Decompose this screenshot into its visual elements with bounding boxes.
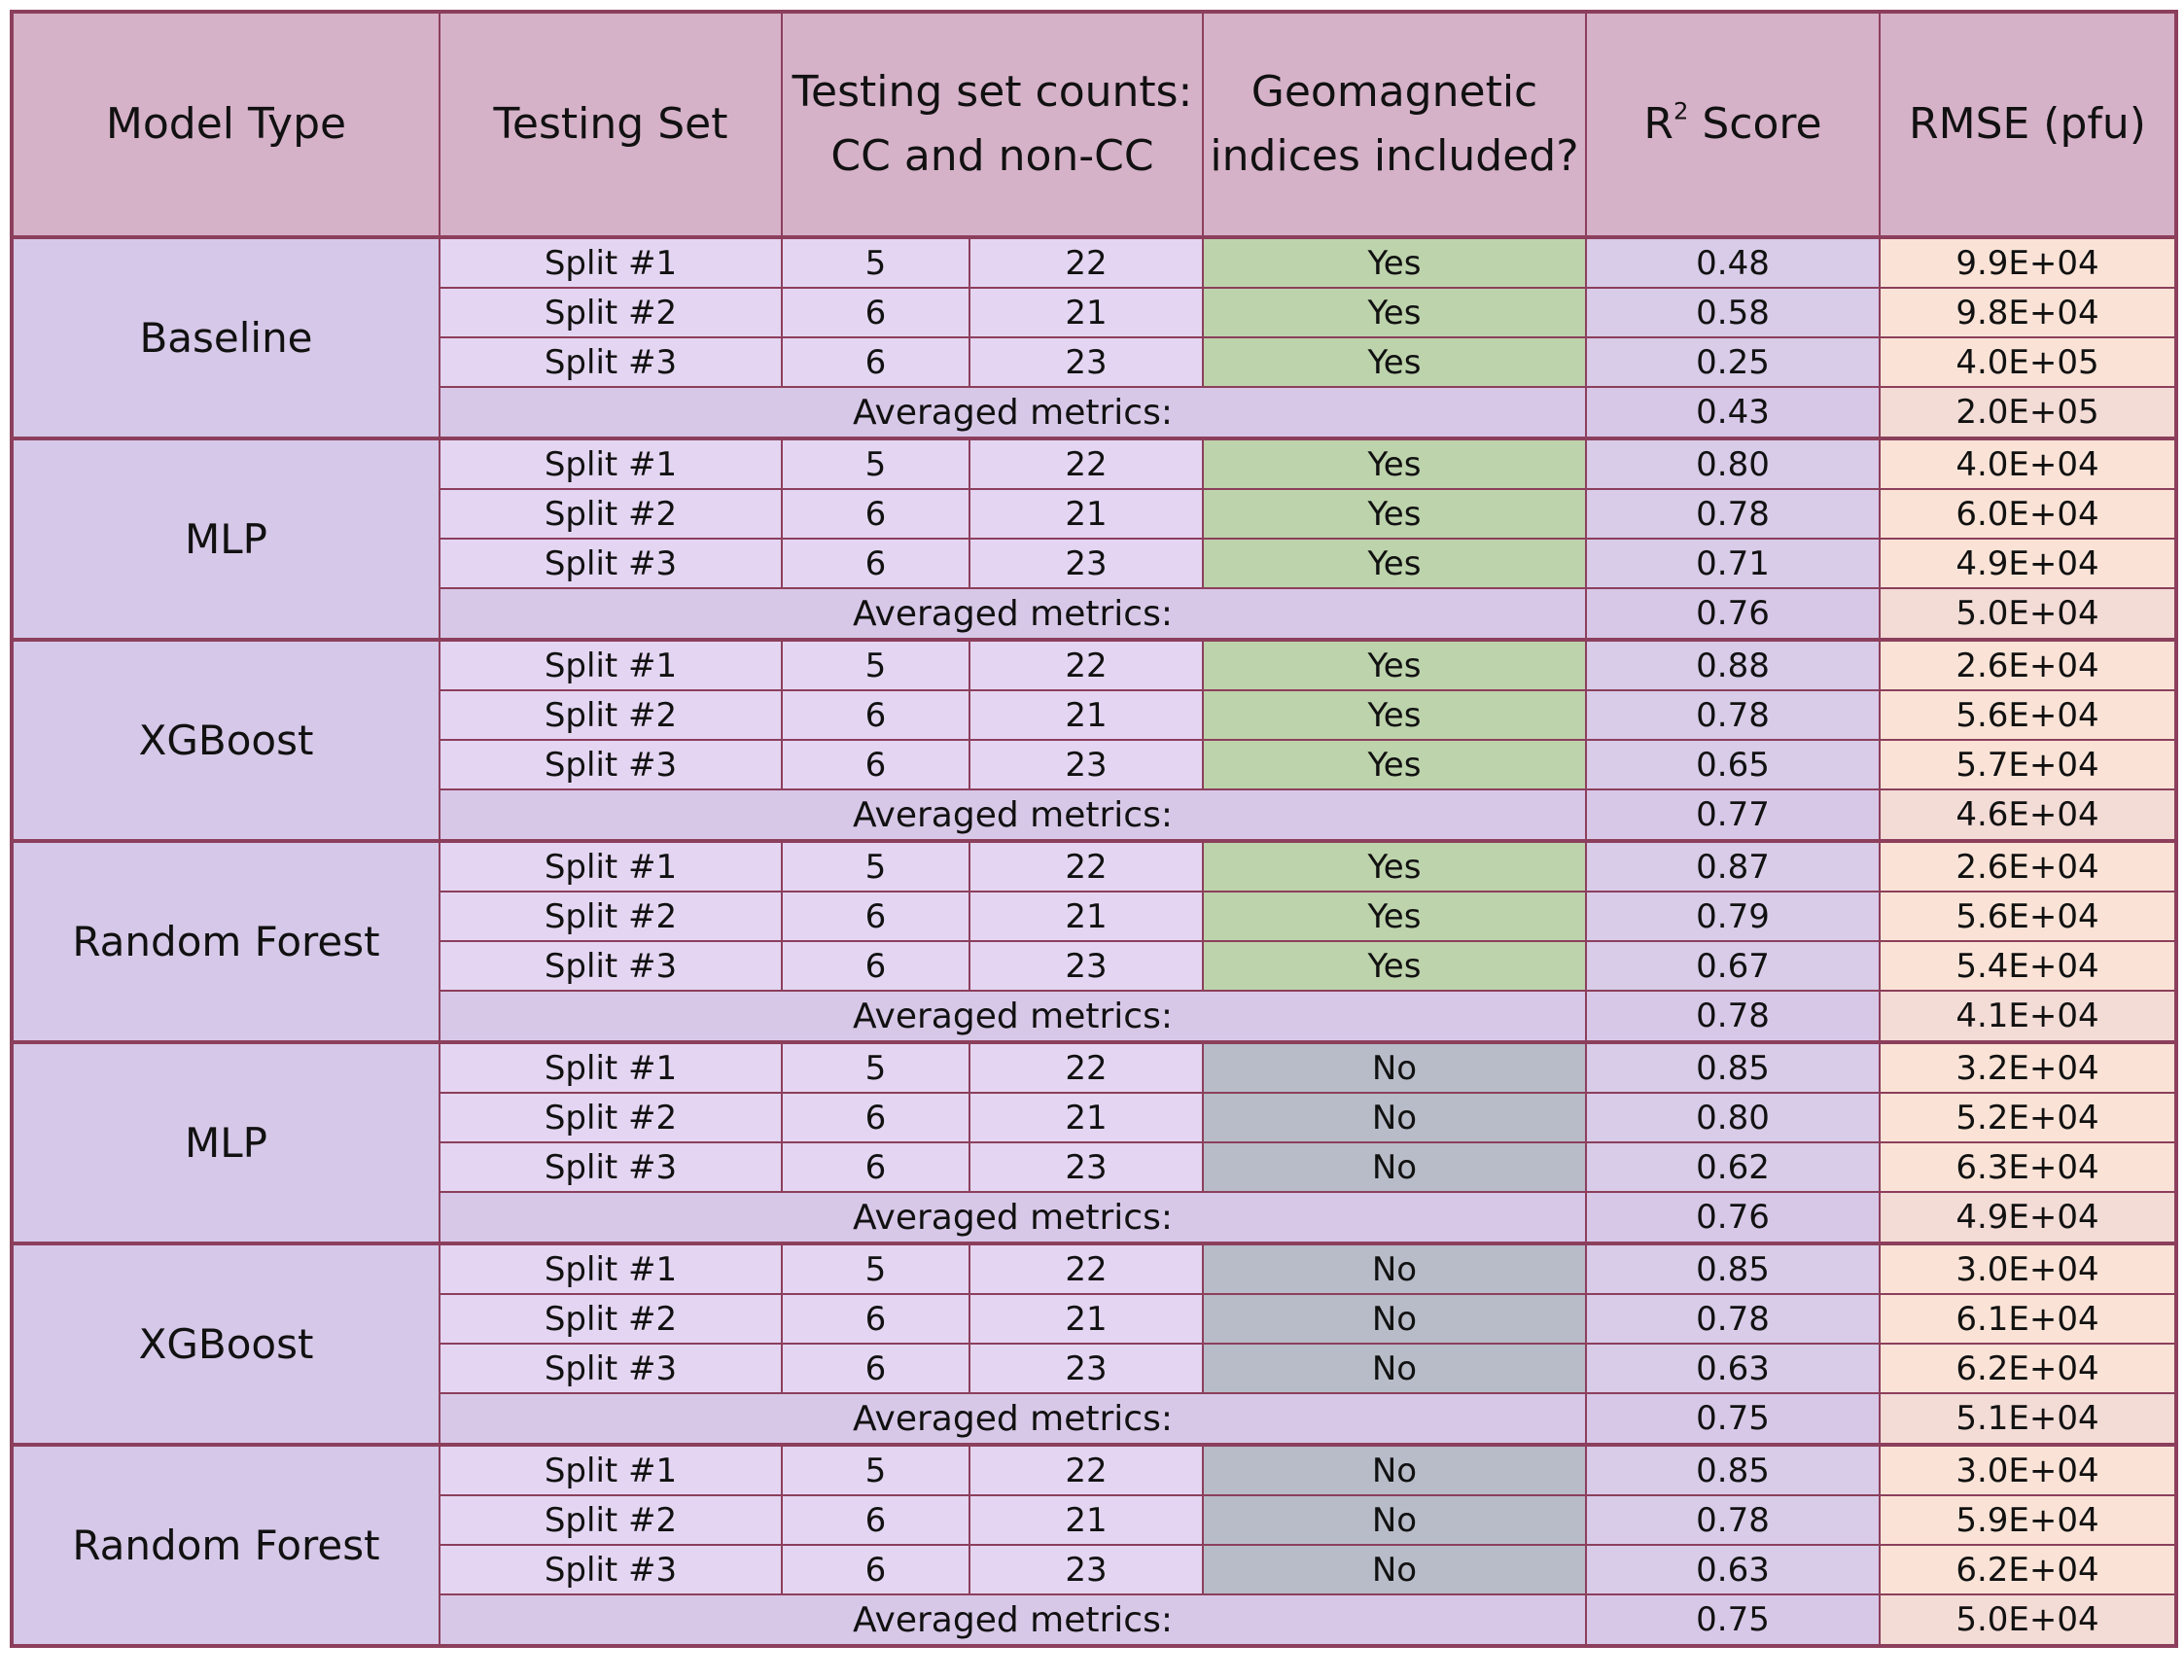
non-cc-count-cell: 21 bbox=[969, 1294, 1203, 1344]
testing-set-cell: Split #3 bbox=[440, 1344, 782, 1393]
model-group bbox=[12, 1042, 2176, 1243]
r2-score-cell: 0.63 bbox=[1586, 1344, 1880, 1393]
r2-superscript: 2 bbox=[1673, 97, 1689, 125]
testing-set-cell: Split #2 bbox=[440, 1294, 782, 1344]
non-cc-count-cell: 21 bbox=[969, 489, 1203, 539]
geomagnetic-cell: Yes bbox=[1203, 237, 1586, 288]
rmse-cell: 4.0E+05 bbox=[1880, 337, 2176, 387]
rmse-cell: 5.7E+04 bbox=[1880, 740, 2176, 789]
cc-count-cell: 5 bbox=[782, 1243, 969, 1294]
testing-set-cell: Split #2 bbox=[440, 690, 782, 740]
cc-count-cell: 6 bbox=[782, 288, 969, 337]
testing-set-cell: Split #3 bbox=[440, 740, 782, 789]
non-cc-count-cell: 23 bbox=[969, 941, 1203, 991]
r2-score-cell: 0.80 bbox=[1586, 438, 1880, 489]
averaged-rmse-cell: 4.9E+04 bbox=[1880, 1192, 2176, 1243]
r2-rest: Score bbox=[1688, 99, 1822, 149]
r2-score-cell: 0.78 bbox=[1586, 1294, 1880, 1344]
r2-score-cell: 0.67 bbox=[1586, 941, 1880, 991]
averaged-metrics-label: Averaged metrics: bbox=[440, 1594, 1586, 1646]
geomagnetic-cell: Yes bbox=[1203, 841, 1586, 892]
averaged-rmse-cell: 2.0E+05 bbox=[1880, 387, 2176, 438]
testing-set-cell: Split #3 bbox=[440, 941, 782, 991]
rmse-cell: 3.0E+04 bbox=[1880, 1445, 2176, 1495]
r2-score-cell: 0.79 bbox=[1586, 892, 1880, 941]
header-testing-set: Testing Set bbox=[440, 12, 782, 237]
header-geomagnetic-indices: Geomagnetic indices included? bbox=[1203, 12, 1586, 237]
averaged-rmse-cell: 5.1E+04 bbox=[1880, 1393, 2176, 1445]
non-cc-count-cell: 21 bbox=[969, 892, 1203, 941]
cc-count-cell: 6 bbox=[782, 1344, 969, 1393]
geomagnetic-cell: Yes bbox=[1203, 337, 1586, 387]
rmse-cell: 6.1E+04 bbox=[1880, 1294, 2176, 1344]
header-testing-set-counts: Testing set counts: CC and non-CC bbox=[782, 12, 1203, 237]
cc-count-cell: 6 bbox=[782, 1093, 969, 1142]
non-cc-count-cell: 21 bbox=[969, 1093, 1203, 1142]
model-type-cell: Baseline bbox=[12, 237, 440, 438]
averaged-metrics-label: Averaged metrics: bbox=[440, 588, 1586, 640]
testing-set-cell: Split #2 bbox=[440, 288, 782, 337]
non-cc-count-cell: 22 bbox=[969, 1243, 1203, 1294]
r2-score-cell: 0.80 bbox=[1586, 1093, 1880, 1142]
r2-score-cell: 0.65 bbox=[1586, 740, 1880, 789]
r2-score-cell: 0.85 bbox=[1586, 1243, 1880, 1294]
model-group bbox=[12, 1445, 2176, 1646]
non-cc-count-cell: 22 bbox=[969, 841, 1203, 892]
averaged-rmse-cell: 5.0E+04 bbox=[1880, 1594, 2176, 1646]
model-group bbox=[12, 841, 2176, 1042]
testing-set-cell: Split #1 bbox=[440, 438, 782, 489]
testing-set-cell: Split #2 bbox=[440, 489, 782, 539]
rmse-cell: 2.6E+04 bbox=[1880, 640, 2176, 690]
rmse-cell: 6.0E+04 bbox=[1880, 489, 2176, 539]
testing-set-cell: Split #1 bbox=[440, 1445, 782, 1495]
non-cc-count-cell: 21 bbox=[969, 288, 1203, 337]
model-type-cell: XGBoost bbox=[12, 1243, 440, 1445]
non-cc-count-cell: 23 bbox=[969, 1344, 1203, 1393]
r2-score-cell: 0.63 bbox=[1586, 1545, 1880, 1594]
rmse-cell: 6.3E+04 bbox=[1880, 1142, 2176, 1192]
averaged-r2-cell: 0.75 bbox=[1586, 1594, 1880, 1646]
geomagnetic-cell: No bbox=[1203, 1344, 1586, 1393]
non-cc-count-cell: 23 bbox=[969, 740, 1203, 789]
r2-score-cell: 0.62 bbox=[1586, 1142, 1880, 1192]
model-type-cell: XGBoost bbox=[12, 640, 440, 841]
geomagnetic-cell: Yes bbox=[1203, 640, 1586, 690]
geomagnetic-cell: No bbox=[1203, 1445, 1586, 1495]
r2-score-cell: 0.48 bbox=[1586, 237, 1880, 288]
averaged-metrics-label: Averaged metrics: bbox=[440, 991, 1586, 1042]
averaged-r2-cell: 0.43 bbox=[1586, 387, 1880, 438]
r2-score-cell: 0.78 bbox=[1586, 489, 1880, 539]
rmse-cell: 3.0E+04 bbox=[1880, 1243, 2176, 1294]
r2-score-cell: 0.78 bbox=[1586, 690, 1880, 740]
model-group bbox=[12, 438, 2176, 640]
r2-score-cell: 0.85 bbox=[1586, 1445, 1880, 1495]
geomagnetic-cell: Yes bbox=[1203, 690, 1586, 740]
averaged-metrics-label: Averaged metrics: bbox=[440, 789, 1586, 841]
non-cc-count-cell: 22 bbox=[969, 237, 1203, 288]
r2-score-cell: 0.88 bbox=[1586, 640, 1880, 690]
model-group bbox=[12, 640, 2176, 841]
testing-set-cell: Split #2 bbox=[440, 892, 782, 941]
model-group bbox=[12, 237, 2176, 438]
geomagnetic-cell: No bbox=[1203, 1545, 1586, 1594]
r2-score-cell: 0.58 bbox=[1586, 288, 1880, 337]
non-cc-count-cell: 22 bbox=[969, 640, 1203, 690]
cc-count-cell: 6 bbox=[782, 941, 969, 991]
non-cc-count-cell: 22 bbox=[969, 1042, 1203, 1093]
r2-score-cell: 0.78 bbox=[1586, 1495, 1880, 1545]
rmse-cell: 6.2E+04 bbox=[1880, 1545, 2176, 1594]
table-row bbox=[12, 1042, 2176, 1093]
header-r2-score bbox=[1586, 12, 1880, 237]
rmse-cell: 2.6E+04 bbox=[1880, 841, 2176, 892]
table-row bbox=[12, 841, 2176, 892]
testing-set-cell: Split #3 bbox=[440, 539, 782, 588]
testing-set-cell: Split #3 bbox=[440, 337, 782, 387]
averaged-r2-cell: 0.75 bbox=[1586, 1393, 1880, 1445]
results-table bbox=[10, 10, 2178, 1648]
non-cc-count-cell: 21 bbox=[969, 1495, 1203, 1545]
testing-set-cell: Split #2 bbox=[440, 1495, 782, 1545]
geomagnetic-cell: Yes bbox=[1203, 941, 1586, 991]
table-row bbox=[12, 640, 2176, 690]
geomagnetic-cell: No bbox=[1203, 1495, 1586, 1545]
model-type-cell: Random Forest bbox=[12, 1445, 440, 1646]
testing-set-cell: Split #2 bbox=[440, 1093, 782, 1142]
header-model-type: Model Type bbox=[12, 12, 440, 237]
r2-score-cell: 0.25 bbox=[1586, 337, 1880, 387]
geomagnetic-cell: No bbox=[1203, 1042, 1586, 1093]
averaged-rmse-cell: 5.0E+04 bbox=[1880, 588, 2176, 640]
cc-count-cell: 5 bbox=[782, 841, 969, 892]
geomagnetic-cell: No bbox=[1203, 1294, 1586, 1344]
table-row bbox=[12, 438, 2176, 489]
averaged-metrics-label: Averaged metrics: bbox=[440, 1192, 1586, 1243]
geomagnetic-cell: No bbox=[1203, 1243, 1586, 1294]
table-row bbox=[12, 1445, 2176, 1495]
averaged-rmse-cell: 4.6E+04 bbox=[1880, 789, 2176, 841]
model-type-cell: Random Forest bbox=[12, 841, 440, 1042]
cc-count-cell: 6 bbox=[782, 1495, 969, 1545]
table-row bbox=[12, 237, 2176, 288]
rmse-cell: 5.9E+04 bbox=[1880, 1495, 2176, 1545]
geomagnetic-cell: Yes bbox=[1203, 489, 1586, 539]
cc-count-cell: 5 bbox=[782, 1042, 969, 1093]
cc-count-cell: 6 bbox=[782, 892, 969, 941]
cc-count-cell: 5 bbox=[782, 237, 969, 288]
cc-count-cell: 6 bbox=[782, 489, 969, 539]
non-cc-count-cell: 23 bbox=[969, 337, 1203, 387]
geomagnetic-cell: Yes bbox=[1203, 892, 1586, 941]
model-type-cell: MLP bbox=[12, 1042, 440, 1243]
testing-set-cell: Split #1 bbox=[440, 237, 782, 288]
geomagnetic-cell: No bbox=[1203, 1142, 1586, 1192]
cc-count-cell: 6 bbox=[782, 1545, 969, 1594]
testing-set-cell: Split #1 bbox=[440, 841, 782, 892]
non-cc-count-cell: 22 bbox=[969, 1445, 1203, 1495]
rmse-cell: 4.9E+04 bbox=[1880, 539, 2176, 588]
testing-set-cell: Split #1 bbox=[440, 640, 782, 690]
averaged-rmse-cell: 4.1E+04 bbox=[1880, 991, 2176, 1042]
testing-set-cell: Split #3 bbox=[440, 1545, 782, 1594]
geomagnetic-cell: No bbox=[1203, 1093, 1586, 1142]
rmse-cell: 6.2E+04 bbox=[1880, 1344, 2176, 1393]
non-cc-count-cell: 23 bbox=[969, 1545, 1203, 1594]
averaged-r2-cell: 0.78 bbox=[1586, 991, 1880, 1042]
r2-score-cell: 0.71 bbox=[1586, 539, 1880, 588]
testing-set-cell: Split #1 bbox=[440, 1243, 782, 1294]
averaged-r2-cell: 0.76 bbox=[1586, 1192, 1880, 1243]
r2-score-cell: 0.87 bbox=[1586, 841, 1880, 892]
rmse-cell: 9.8E+04 bbox=[1880, 288, 2176, 337]
cc-count-cell: 6 bbox=[782, 337, 969, 387]
non-cc-count-cell: 21 bbox=[969, 690, 1203, 740]
cc-count-cell: 6 bbox=[782, 740, 969, 789]
model-group bbox=[12, 1243, 2176, 1445]
header-rmse: RMSE (pfu) bbox=[1880, 12, 2176, 237]
rmse-cell: 5.4E+04 bbox=[1880, 941, 2176, 991]
r2-base: R bbox=[1643, 99, 1673, 149]
cc-count-cell: 6 bbox=[782, 1142, 969, 1192]
non-cc-count-cell: 22 bbox=[969, 438, 1203, 489]
rmse-cell: 3.2E+04 bbox=[1880, 1042, 2176, 1093]
averaged-metrics-label: Averaged metrics: bbox=[440, 1393, 1586, 1445]
header-row bbox=[12, 12, 2176, 237]
rmse-cell: 5.6E+04 bbox=[1880, 892, 2176, 941]
geomagnetic-cell: Yes bbox=[1203, 438, 1586, 489]
cc-count-cell: 6 bbox=[782, 1294, 969, 1344]
rmse-cell: 5.2E+04 bbox=[1880, 1093, 2176, 1142]
cc-count-cell: 6 bbox=[782, 539, 969, 588]
rmse-cell: 9.9E+04 bbox=[1880, 237, 2176, 288]
testing-set-cell: Split #1 bbox=[440, 1042, 782, 1093]
geomagnetic-cell: Yes bbox=[1203, 288, 1586, 337]
averaged-r2-cell: 0.77 bbox=[1586, 789, 1880, 841]
cc-count-cell: 5 bbox=[782, 1445, 969, 1495]
rmse-cell: 4.0E+04 bbox=[1880, 438, 2176, 489]
cc-count-cell: 5 bbox=[782, 438, 969, 489]
table-row bbox=[12, 1243, 2176, 1294]
cc-count-cell: 5 bbox=[782, 640, 969, 690]
model-type-cell: MLP bbox=[12, 438, 440, 640]
testing-set-cell: Split #3 bbox=[440, 1142, 782, 1192]
non-cc-count-cell: 23 bbox=[969, 1142, 1203, 1192]
rmse-cell: 5.6E+04 bbox=[1880, 690, 2176, 740]
averaged-r2-cell: 0.76 bbox=[1586, 588, 1880, 640]
geomagnetic-cell: Yes bbox=[1203, 539, 1586, 588]
averaged-metrics-label: Averaged metrics: bbox=[440, 387, 1586, 438]
r2-score-cell: 0.85 bbox=[1586, 1042, 1880, 1093]
non-cc-count-cell: 23 bbox=[969, 539, 1203, 588]
geomagnetic-cell: Yes bbox=[1203, 740, 1586, 789]
cc-count-cell: 6 bbox=[782, 690, 969, 740]
